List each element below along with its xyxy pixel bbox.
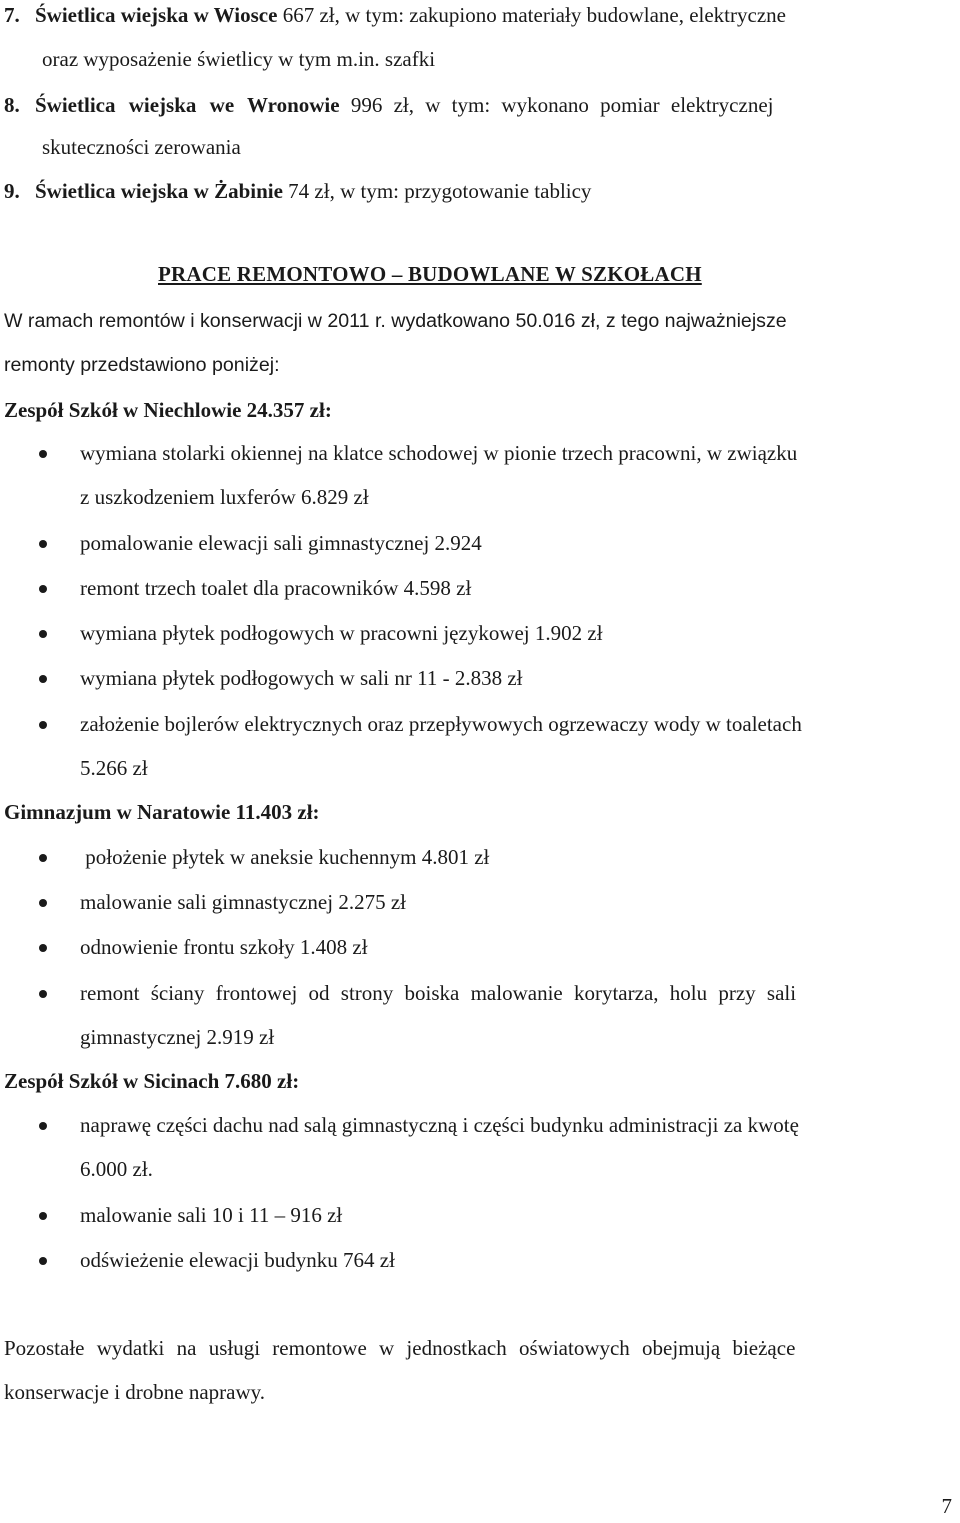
item-8-number: 8. <box>4 93 20 117</box>
naratow-item-4-line-2: gimnastycznej 2.919 zł <box>80 1025 275 1049</box>
school-naratow-heading: Gimnazjum w Naratowie 11.403 zł: <box>4 800 320 824</box>
sicinach-item-1-line-1: naprawę części dachu nad salą gimnastyczną i części budynku administracji za kwotę <box>80 1113 799 1137</box>
niechlow-item-5: wymiana płytek podłogowych w sali nr 11 - 2.838 zł <box>80 666 523 690</box>
item-8-rest: 996 zł, w tym: wykonano pomiar elektrycznej <box>339 93 774 117</box>
bullet-icon <box>39 721 47 729</box>
niechlow-item-2: pomalowanie elewacji sali gimnastycznej 2.924 <box>80 531 482 555</box>
niechlow-item-4: wymiana płytek podłogowych w pracowni językowej 1.902 zł <box>80 621 603 645</box>
naratow-item-1: położenie płytek w aneksie kuchennym 4.801 zł <box>80 845 490 869</box>
sicinach-item-3: odświeżenie elewacji budynku 764 zł <box>80 1248 395 1272</box>
sicinach-item-2: malowanie sali 10 i 11 – 916 zł <box>80 1203 343 1227</box>
bullet-icon <box>39 899 47 907</box>
item-7-line-2: oraz wyposażenie świetlicy w tym m.in. szafki <box>42 47 436 71</box>
sicinach-item-1-line-2: 6.000 zł. <box>80 1157 153 1181</box>
item-7-line-1 <box>4 5 786 26</box>
intro-line-2: remonty przedstawiono poniżej: <box>4 354 280 376</box>
niechlow-item-6-line-1: założenie bojlerów elektrycznych oraz przepływowych ogrzewaczy wody w toaletach <box>80 712 802 736</box>
bullet-icon <box>39 1257 47 1265</box>
naratow-item-3: odnowienie frontu szkoły 1.408 zł <box>80 935 368 959</box>
item-8-name: Świetlica wiejska we Wronowie <box>35 93 340 117</box>
bullet-icon <box>39 540 47 548</box>
bullet-icon <box>39 854 47 862</box>
niechlow-item-1-line-2: z uszkodzeniem luxferów 6.829 zł <box>80 485 369 509</box>
closing-line-1: Pozostałe wydatki na usługi remontowe w jednostkach oświatowych obejmują bieżące <box>4 1336 796 1360</box>
naratow-item-4-line-1: remont ściany frontowej od strony boiska malowanie korytarza, holu przy sali <box>80 981 797 1005</box>
niechlow-item-1-line-1: wymiana stolarki okiennej na klatce schodowej w pionie trzech pracowni, w związku <box>80 441 798 465</box>
bullet-icon <box>39 1212 47 1220</box>
school-niechlow-heading: Zespół Szkół w Niechlowie 24.357 zł: <box>4 398 332 422</box>
item-9-line-1 <box>4 181 591 202</box>
item-9-rest: 74 zł, w tym: przygotowanie tablicy <box>282 179 592 203</box>
bullet-icon <box>39 990 47 998</box>
item-7-rest: 667 zł, w tym: zakupiono materiały budowlane, elektryczne <box>277 3 786 27</box>
closing-line-2: konserwacje i drobne naprawy. <box>4 1380 266 1404</box>
bullet-icon <box>39 675 47 683</box>
section-title: PRACE REMONTOWO – BUDOWLANE W SZKOŁACH <box>158 262 702 286</box>
item-9-number: 9. <box>4 179 20 203</box>
bullet-icon <box>39 585 47 593</box>
page-number: 7 <box>941 1494 952 1518</box>
bullet-icon <box>39 944 47 952</box>
niechlow-item-3: remont trzech toalet dla pracowników 4.598 zł <box>80 576 472 600</box>
naratow-item-2: malowanie sali gimnastycznej 2.275 zł <box>80 890 406 914</box>
item-8-line-1 <box>4 95 960 116</box>
intro-line-1: W ramach remontów i konserwacji w 2011 r. wydatkowano 50.016 zł, z tego najważniejsze <box>4 310 787 332</box>
item-7-name: Świetlica wiejska w Wiosce <box>35 3 278 27</box>
item-8-line-2: skuteczności zerowania <box>42 135 241 159</box>
bullet-icon <box>39 1122 47 1130</box>
bullet-icon <box>39 630 47 638</box>
item-9-name: Świetlica wiejska w Żabinie <box>35 179 283 203</box>
school-sicinach-heading: Zespół Szkół w Sicinach 7.680 zł: <box>4 1069 300 1093</box>
bullet-icon <box>39 450 47 458</box>
item-7-number: 7. <box>4 3 20 27</box>
niechlow-item-6-line-2: 5.266 zł <box>80 756 148 780</box>
